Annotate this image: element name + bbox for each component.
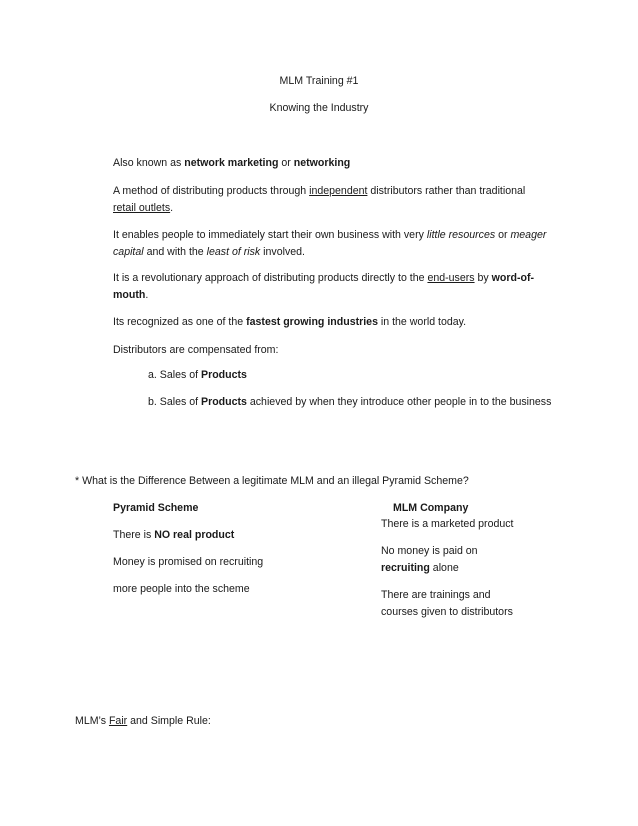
mlm-item-3-line1: There are trainings and (381, 589, 491, 601)
sub-item-b: b. Sales of Products achieved by when they introduce other people in to the business (148, 396, 552, 408)
simple-rule-heading: MLM’s Fair and Simple Rule: (75, 715, 211, 727)
bullet-item-3: It enables people to immediately start their own business with very little resources or meager capital and with the least of risk involved. (113, 229, 547, 258)
bullet-item-4: It is a revolutionary approach of distributing products directly to the end-users by word-of- mouth. (113, 272, 535, 301)
pyramid-item-2-line1: Money is promised on recruiting (113, 556, 264, 568)
bullet-item-6: Distributors are compensated from: (113, 344, 279, 356)
pyramid-heading: Pyramid Scheme (113, 502, 199, 514)
mlm-item-3-line2: courses given to distributors (381, 606, 513, 618)
mlm-item-1: There is a marketed product (381, 518, 514, 530)
mlm-company-heading: MLM Company (393, 502, 469, 514)
document-subtitle: Knowing the Industry (269, 102, 369, 114)
pyramid-item-1: There is NO real product (113, 529, 235, 541)
mlm-item-2-line2: recruiting alone (381, 562, 459, 574)
difference-question: * What is the Difference Between a legitimate MLM and an illegal Pyramid Scheme? (75, 475, 469, 487)
pyramid-item-2-line2: more people into the scheme (113, 583, 250, 595)
mlm-item-2-line1: No money is paid on (381, 545, 478, 557)
bullet-item-2: A method of distributing products through independent distributors rather than traditional retail outlets. (113, 185, 526, 214)
bullet-item-1: Also known as network marketing or networking (113, 157, 351, 169)
document-title: MLM Training #1 (279, 75, 359, 87)
bullet-item-5: Its recognized as one of the fastest growing industries in the world today. (113, 316, 467, 328)
sub-item-a: a. Sales of Products (148, 369, 247, 381)
